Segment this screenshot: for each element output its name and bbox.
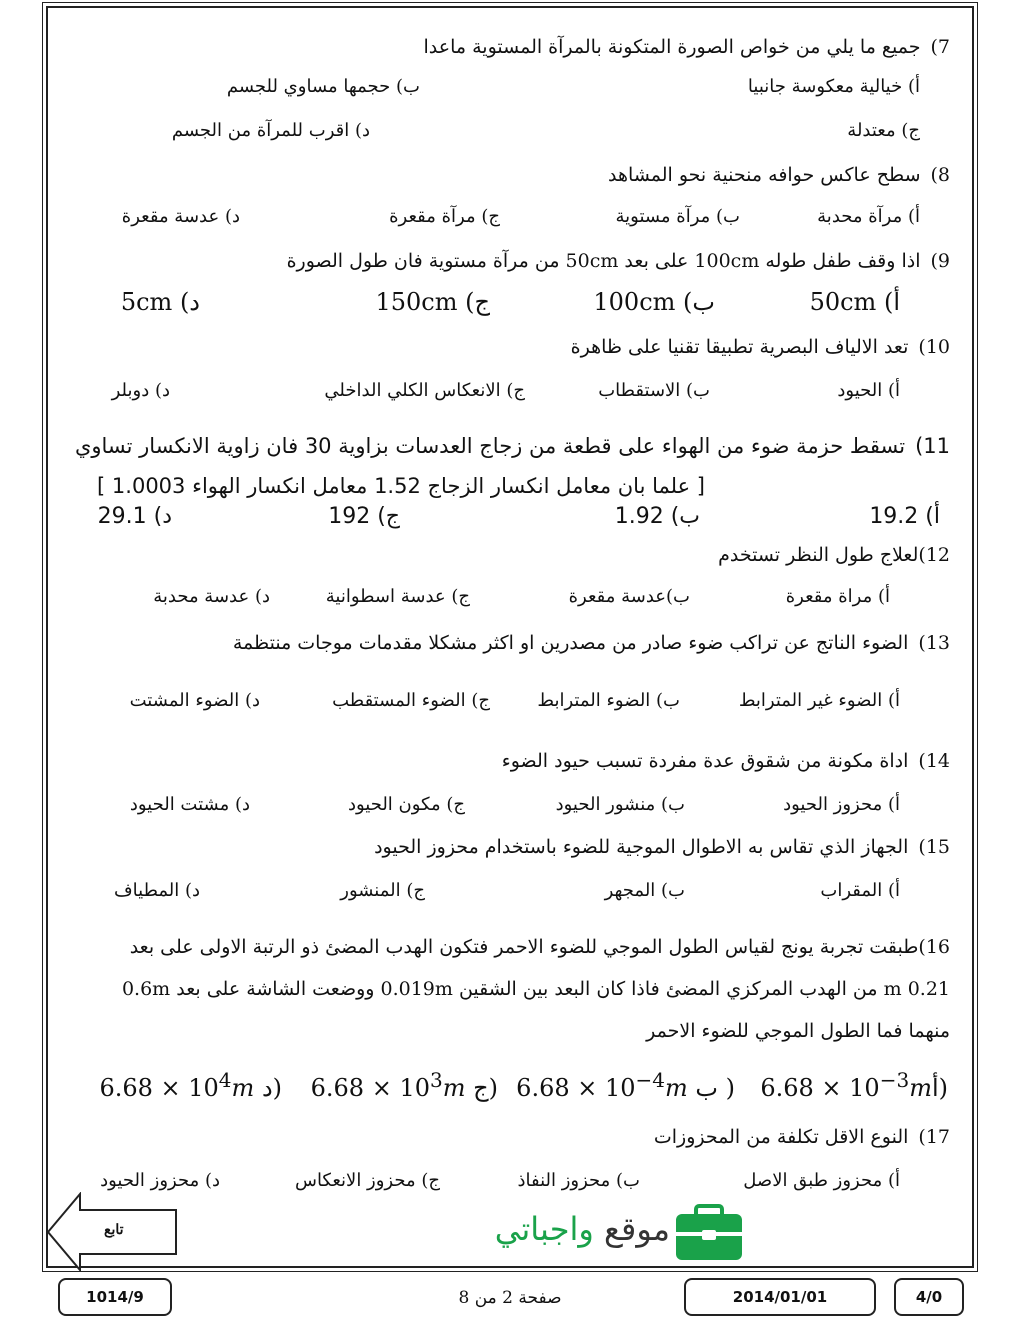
logo-word-2: واجباتي xyxy=(494,1210,594,1248)
logo-word-1: موقع xyxy=(604,1210,670,1248)
option-c[interactable]: ج) محزوز الانعكاس xyxy=(294,1170,440,1191)
option-b[interactable]: ب) المجهر xyxy=(604,880,685,901)
question-13 xyxy=(50,632,950,654)
option-d-unit: m xyxy=(231,1074,255,1102)
question-text: النوع الاقل تكلفة من المحزوزات xyxy=(653,1126,909,1148)
option-a[interactable]: أ) الضوء غير المترابط xyxy=(738,690,900,711)
option-c[interactable]: ج) 192 xyxy=(328,504,400,529)
option-d[interactable]: د) عدسة محدبة xyxy=(153,586,270,607)
question-number: 8) xyxy=(930,164,950,186)
question-number: 7) xyxy=(930,36,950,58)
option-b[interactable]: ب) الضوء المترابط xyxy=(537,690,680,711)
option-b-coef: 6.68 × 10 xyxy=(516,1074,636,1102)
option-c[interactable]: ج) مكون الحيود xyxy=(347,794,465,815)
continue-label: تابع xyxy=(104,1222,124,1238)
option-b[interactable]: ب) منشور الحيود xyxy=(555,794,685,815)
question-number: 14) xyxy=(918,750,950,772)
question-14 xyxy=(50,750,950,772)
exam-code-box: 1014/9 xyxy=(58,1278,172,1316)
option-d[interactable]: د) الضوء المشتت xyxy=(129,690,260,711)
question-number: 16) xyxy=(918,936,950,958)
option-c-unit: m xyxy=(442,1074,466,1102)
question-text: الضوء الناتج عن تراكب ضوء صادر من مصدرين او اكثر مشكلا مقدمات موجات منتظمة xyxy=(232,632,909,654)
option-d[interactable]: د) مشتت الحيود xyxy=(129,794,250,815)
question-number: 9) xyxy=(930,250,950,272)
question-7 xyxy=(50,36,950,58)
options-16 xyxy=(50,1068,950,1112)
question-8 xyxy=(50,164,950,186)
option-c[interactable]: ج) المنشور xyxy=(340,880,425,901)
option-a-exp: −3 xyxy=(879,1068,910,1092)
option-d[interactable]: د) اقرب للمرآة من الجسم xyxy=(171,120,370,141)
option-c[interactable]: ج) الضوء المستقطب xyxy=(332,690,490,711)
question-text: لعلاج طول النظر تستخدم xyxy=(718,544,919,566)
question-17 xyxy=(50,1126,950,1148)
question-number: 10) xyxy=(918,336,950,358)
question-text: سطح عاكس حوافه منحنية نحو المشاهد xyxy=(608,164,921,186)
option-a[interactable]: أ) مراة مقعرة xyxy=(785,586,890,607)
question-text: اداة مكونة من شقوق عدة مفردة تسبب حيود الضوء xyxy=(501,750,909,772)
option-d[interactable]: د) دوبلر xyxy=(111,380,170,401)
option-d[interactable]: د) 29.1 xyxy=(97,504,172,529)
question-10 xyxy=(50,336,950,358)
options-11 xyxy=(50,504,950,538)
options-17 xyxy=(50,1170,950,1204)
options-9 xyxy=(50,288,950,322)
option-b[interactable]: ب) حجمها مساوي للجسم xyxy=(226,76,420,97)
question-9 xyxy=(50,250,950,272)
question-text: طبقت تجربة يونج لقياس الطول الموجي للضوء الاحمر فتكون الهدب المضئ ذو الرتبة الاولى على بعد 0.21 m من الهدب المركزي المضئ فاذا كان البعد بين الشقين 0.019m ووضعت الشاشة على بعد 0.6m منهما فما الطول الموجي للضوء الاحمر xyxy=(121,936,950,1042)
question-text: تعد الالياف البصرية تطبيقا تقنيا على ظاهرة xyxy=(570,336,909,358)
question-text: الجهاز الذي تقاس به الاطوال الموجية للضوء باستخدام محزوز الحيود xyxy=(374,836,909,858)
exam-serial-box: 4/0 xyxy=(894,1278,964,1316)
page-number: صفحة 2 من 8 xyxy=(458,1288,562,1308)
option-a[interactable]: أ) المقراب xyxy=(820,880,900,901)
option-a[interactable]: أ) 19.2 xyxy=(869,504,940,529)
question-number: 17) xyxy=(918,1126,950,1148)
option-c-letter: ج) xyxy=(473,1074,498,1102)
question-11 xyxy=(50,434,950,458)
option-a[interactable]: أ) محزوز الحيود xyxy=(783,794,900,815)
option-b[interactable]: ب) مرآة مستوية xyxy=(615,206,740,227)
option-d[interactable]: د) 5cm xyxy=(120,288,200,316)
site-logo-text xyxy=(470,1210,670,1248)
options-14 xyxy=(50,794,950,828)
option-c[interactable]: ج) عدسة اسطوانية xyxy=(325,586,470,607)
option-a-unit: m xyxy=(909,1074,932,1102)
question-12 xyxy=(50,544,950,566)
option-b[interactable] xyxy=(516,1068,735,1102)
options-15 xyxy=(50,880,950,914)
exam-date-box: 2014/01/01 xyxy=(684,1278,876,1316)
option-b-unit: m xyxy=(665,1074,688,1102)
option-a[interactable]: أ) 50cm xyxy=(809,288,900,316)
question-number: 15) xyxy=(918,836,950,858)
options-7-row1 xyxy=(50,76,950,110)
options-10 xyxy=(50,380,950,414)
option-b-letter: ب ) xyxy=(695,1074,735,1102)
question-15 xyxy=(50,836,950,858)
option-c-coef: 6.68 × 10 xyxy=(310,1074,430,1102)
option-d[interactable]: د) المطياف xyxy=(114,880,200,901)
option-b[interactable]: ب) 1.92 xyxy=(614,504,700,529)
option-c[interactable] xyxy=(311,1068,498,1102)
option-d[interactable] xyxy=(99,1068,282,1102)
option-a-letter: أ) xyxy=(931,1074,948,1102)
option-b[interactable]: ب) 100cm xyxy=(593,288,715,316)
question-11-note: [ علما بان معامل انكسار الزجاج 1.52 معامل انكسار الهواء 1.0003 ] xyxy=(97,474,705,498)
option-a[interactable]: أ) خيالية معكوسة جانبيا xyxy=(747,76,920,97)
option-d[interactable]: د) عدسة مقعرة xyxy=(121,206,240,227)
options-12 xyxy=(50,586,950,620)
exam-content xyxy=(50,22,950,1191)
option-c[interactable]: ج) الانعكاس الكلي الداخلي xyxy=(324,380,525,401)
option-d-coef: 6.68 × 10 xyxy=(99,1074,219,1102)
option-a[interactable] xyxy=(760,1068,948,1102)
option-a[interactable]: أ) مرآة محدبة xyxy=(817,206,920,227)
option-d[interactable]: د) محزوز الحيود xyxy=(100,1170,220,1191)
option-a[interactable]: أ) محزوز طبق الاصل xyxy=(743,1170,900,1191)
question-text: جميع ما يلي من خواص الصورة المتكونة بالمرآة المستوية ماعدا xyxy=(423,36,921,58)
option-d-exp: 4 xyxy=(218,1068,232,1092)
option-d-letter: د) xyxy=(261,1074,282,1102)
question-16 xyxy=(90,926,950,1052)
option-b[interactable]: ب) الاستقطاب xyxy=(598,380,710,401)
options-7-row2 xyxy=(50,120,950,154)
option-b[interactable]: ب) محزوز النفاذ xyxy=(517,1170,640,1191)
option-a-coef: 6.68 × 10 xyxy=(760,1074,880,1102)
option-a[interactable]: أ) الحيود xyxy=(837,380,900,401)
question-text: اذا وقف طفل طوله 100cm على بعد 50cm من مرآة مستوية فان طول الصورة xyxy=(286,250,921,272)
option-c[interactable]: ج) 150cm xyxy=(375,288,490,316)
option-c[interactable]: ج) معتدلة xyxy=(847,120,920,141)
option-c-exp: 3 xyxy=(429,1068,443,1092)
options-8 xyxy=(50,206,950,240)
option-b[interactable]: ب)عدسة مقعرة xyxy=(568,586,690,607)
question-number: 12) xyxy=(918,544,950,566)
question-text: تسقط حزمة ضوء من الهواء على قطعة من زجاج العدسات بزاوية 30 فان زاوية الانكسار تساوي xyxy=(74,434,906,458)
option-c[interactable]: ج) مرآة مقعرة xyxy=(389,206,500,227)
option-b-exp: −4 xyxy=(635,1068,665,1092)
question-number: 13) xyxy=(918,632,950,654)
options-13 xyxy=(50,690,950,724)
question-number: 11) xyxy=(915,434,950,458)
